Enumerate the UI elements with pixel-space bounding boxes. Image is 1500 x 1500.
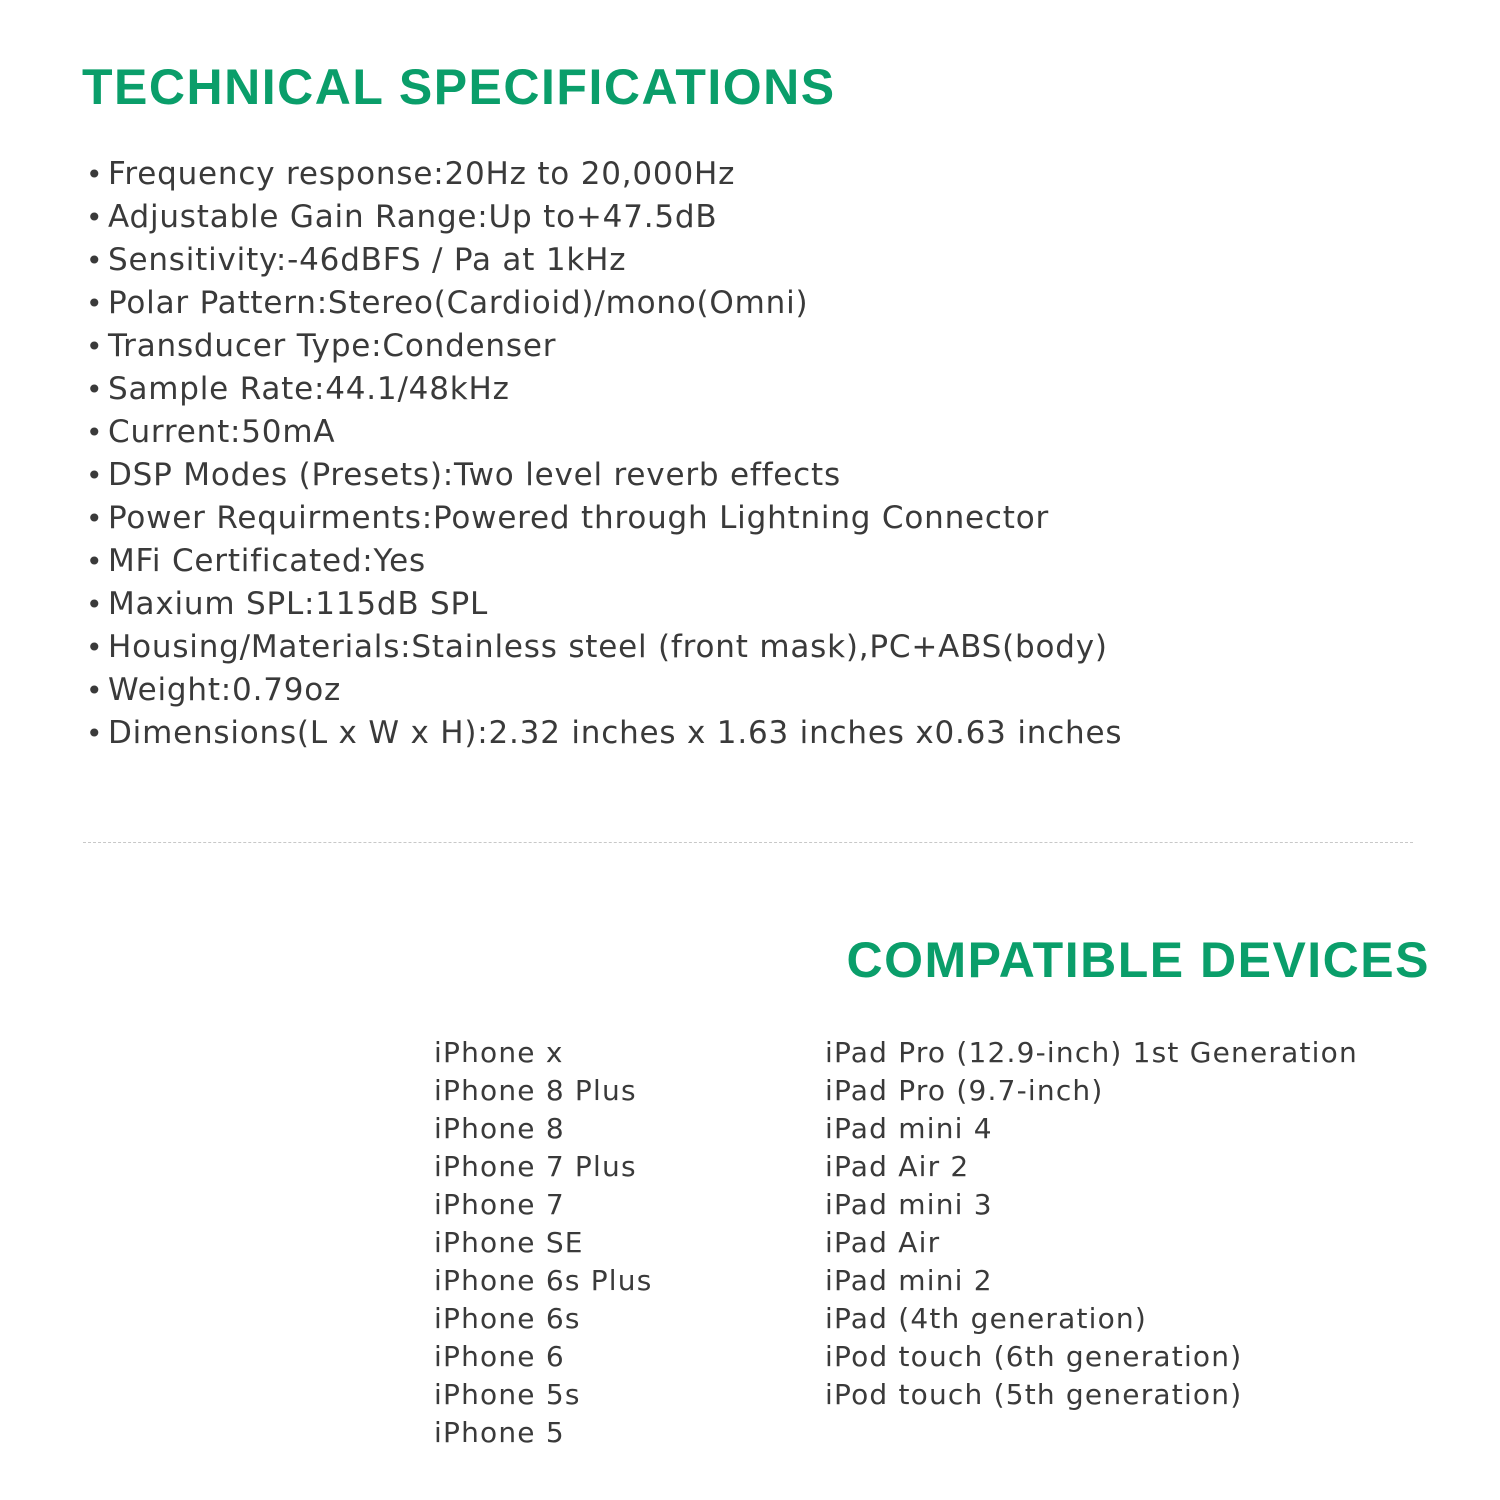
iphone-list (434, 1034, 653, 1452)
spec-item (86, 626, 1122, 669)
spec-text: Frequency response:20Hz to 20,000Hz (108, 156, 736, 192)
bullet-icon: • (86, 459, 104, 492)
specs-heading: TECHNICAL SPECIFICATIONS (82, 59, 836, 115)
spec-item (86, 583, 1122, 626)
spec-text: Housing/Materials:Stainless steel (front mask),PC+ABS(body) (108, 629, 1108, 665)
bullet-icon: • (86, 674, 104, 707)
bullet-icon: • (86, 244, 104, 277)
bullet-icon: • (86, 588, 104, 621)
section-divider (83, 842, 1413, 843)
spec-text: Weight:0.79oz (108, 672, 342, 708)
specs-list (86, 153, 1122, 755)
spec-item (86, 454, 1122, 497)
spec-text: Polar Pattern:Stereo(Cardioid)/mono(Omni) (108, 285, 809, 321)
spec-item (86, 239, 1122, 282)
bullet-icon: • (86, 158, 104, 191)
spec-text: Sample Rate:44.1/48kHz (108, 371, 510, 407)
devices-heading: COMPATIBLE DEVICES (846, 932, 1430, 988)
device-item-ipad: iPad Air 2 (825, 1150, 970, 1183)
spec-text: DSP Modes (Presets):Two level reverb effects (108, 457, 841, 493)
device-item-ipad: iPad mini 3 (825, 1188, 993, 1221)
bullet-icon: • (86, 287, 104, 320)
spec-text: Transducer Type:Condenser (108, 328, 557, 364)
bullet-icon: • (86, 330, 104, 363)
device-item-iphone: iPhone SE (434, 1226, 584, 1259)
spec-text: Adjustable Gain Range:Up to+47.5dB (108, 199, 718, 235)
device-item-iphone: iPhone 8 (434, 1112, 565, 1145)
device-item-iphone: iPhone 7 (434, 1188, 565, 1221)
spec-item (86, 368, 1122, 411)
device-item-ipad: iPod touch (5th generation) (825, 1378, 1243, 1411)
device-item-ipad: iPad mini 2 (825, 1264, 993, 1297)
device-item-ipad: iPod touch (6th generation) (825, 1340, 1243, 1373)
spec-text: Dimensions(L x W x H):2.32 inches x 1.63 inches x0.63 inches (108, 715, 1123, 751)
device-item-ipad: iPad Pro (12.9-inch) 1st Generation (825, 1036, 1358, 1069)
bullet-icon: • (86, 717, 104, 750)
bullet-icon: • (86, 201, 104, 234)
spec-item (86, 325, 1122, 368)
device-item-iphone: iPhone 5s (434, 1378, 581, 1411)
spec-item (86, 282, 1122, 325)
ipad-list (825, 1034, 1358, 1414)
spec-text: Maxium SPL:115dB SPL (108, 586, 489, 622)
spec-item (86, 153, 1122, 196)
bullet-icon: • (86, 545, 104, 578)
spec-item (86, 411, 1122, 454)
bullet-icon: • (86, 416, 104, 449)
device-item-ipad: iPad Pro (9.7-inch) (825, 1074, 1104, 1107)
spec-item (86, 712, 1122, 755)
device-item-iphone: iPhone 6 (434, 1340, 565, 1373)
device-item-iphone: iPhone 6s (434, 1302, 581, 1335)
device-item-ipad: iPad (4th generation) (825, 1302, 1148, 1335)
spec-item (86, 669, 1122, 712)
device-item-iphone: iPhone 5 (434, 1416, 565, 1449)
spec-text: Power Requirments:Powered through Lightning Connector (108, 500, 1050, 536)
device-item-iphone: iPhone 7 Plus (434, 1150, 637, 1183)
spec-text: Current:50mA (108, 414, 336, 450)
device-item-iphone: iPhone x (434, 1036, 564, 1069)
spec-text: MFi Certificated:Yes (108, 543, 426, 579)
spec-item (86, 196, 1122, 239)
device-item-iphone: iPhone 8 Plus (434, 1074, 637, 1107)
bullet-icon: • (86, 373, 104, 406)
bullet-icon: • (86, 502, 104, 535)
device-item-ipad: iPad mini 4 (825, 1112, 993, 1145)
spec-item (86, 540, 1122, 583)
device-item-iphone: iPhone 6s Plus (434, 1264, 653, 1297)
bullet-icon: • (86, 631, 104, 664)
spec-item (86, 497, 1122, 540)
spec-text: Sensitivity:-46dBFS / Pa at 1kHz (108, 242, 627, 278)
device-item-ipad: iPad Air (825, 1226, 941, 1259)
